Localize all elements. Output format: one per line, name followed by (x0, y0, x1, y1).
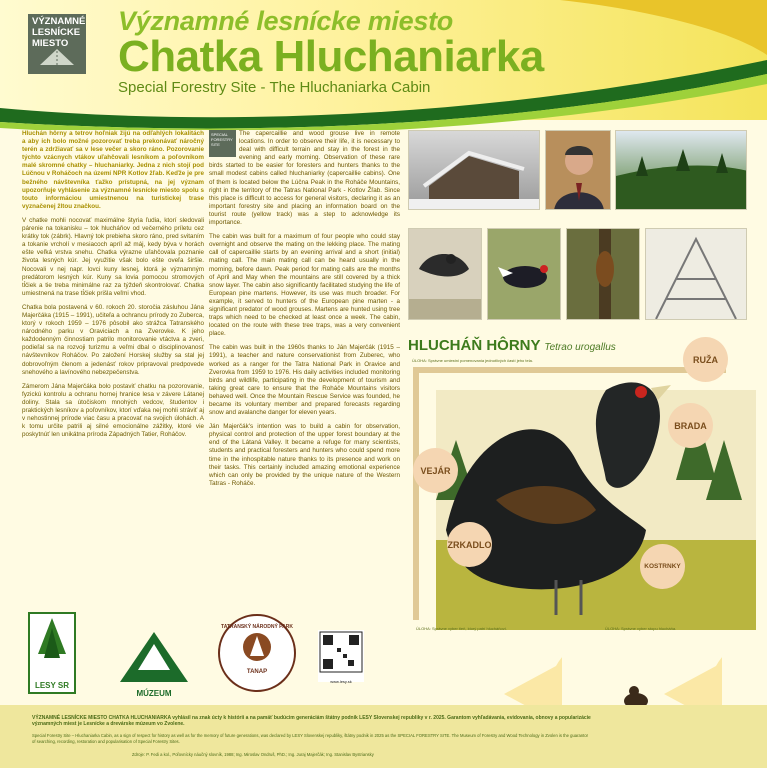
footer-line-1: VÝZNAMNÉ LESNÍCKE MIESTO CHATKA HLUCHANIARKA vyhlásil na znak úcty k histórii a na pamäť budúcim generáciám štátny podnik LESY Slovenskej republiky v r. 2025. Garantom vyhľadávania, evidovania, obnovy a popularizácie významných miest je Lesnícke a drevárske múzeum vo Zvolene. (32, 715, 591, 727)
qr-url: www.lesy.sk (330, 679, 352, 684)
qr-code[interactable] (318, 630, 364, 682)
label-zrkadlo[interactable]: ZRKADLO (447, 522, 492, 567)
photo-tree-trap (645, 228, 747, 320)
muzeum-text: MÚZEUM (136, 689, 172, 698)
title-sk: Významné lesnícke miesto (118, 6, 453, 36)
text-column-sk (22, 130, 204, 445)
title-en: Special Forestry Site - The Hluchaniarka Cabin (118, 79, 431, 96)
photo-forest (615, 130, 747, 210)
label-kostrnky[interactable]: KOSTRNKY (640, 544, 685, 589)
site-logo (28, 14, 86, 74)
footer-line-2: Special Forestry Site – Hluchaniarka Cabin, as a sign of respect for history as well as for the memory of future generations, was declared by LESY Slovenskej republiky, štátny podnik in 2025 as the SPECIAL FORESTRY SITE. The Museum of Forestry and Wood Technology in Zvolen is the guarantor of searching, recording, restoration and popularisation of Special Forestry Sites. (32, 733, 589, 744)
photo-cabin-snow (408, 130, 540, 210)
lesy-sr-text: LESY SR (34, 681, 70, 690)
photo-portrait (545, 130, 611, 210)
tanap-logo (218, 614, 296, 692)
paragraph-sk-3: Chatka bola postavená v 60. rokoch 20. storočia zásluhou Jána Majerčáka (1915 – 1991), učiteľa a ochrancu prírody zo Zuberca, ktorý v rokoch 1959 – 1976 pôsobil ako strážca Tatranského národného parku v Oraviciach a na Zverovke. K jeho každodenným činnostiam patrilo monitorovanie vtáctva a zveri, podieľal sa na rozvoji turizmu a veľmi dbal o disciplinovanosť návštevníkov Roháčov. Po založení Horskej služby sa stal jej dobrovoľným členom a jedenásť rokov pripravoval predpovede snehového a lavínového nebezpečenstva. (22, 303, 204, 376)
logo-line-3: MIESTO (32, 38, 69, 49)
logo-line-2: LESNÍCKE (32, 27, 81, 38)
text-column-en (209, 130, 400, 494)
paragraph-sk-4: Zámerom Jána Majerčáka bolo postaviť chatku na pozorovanie, fyzickú kontrolu a ochranu hornej hranice lesa v závere Látanej doliny. Stala sa útočiskom mnohých vedcov, študentov i praktických lesníkov a poľovníkov, ktorí vďaka nej mohli stráviť aj v nehostinnej prírode viac času a pracovať na svojich úlohách. A k tomu určite patrili aj silné emocionálne zážitky, ktoré vie poskytnúť len unikátna príroda Západných Tatier, Roháčov. (22, 382, 204, 439)
label-ruza[interactable]: RUŽA (683, 337, 728, 382)
bird-name: HLUCHÁŇ HÔRNY (408, 337, 541, 354)
bird-heading (408, 337, 616, 354)
task-shadow: ÚLOHA: Správne vyber tieň, ktorý patrí hlucháňovi. (416, 626, 507, 631)
footer-sources: Zdroje: P. Fedi a kol., Poľovnícky náučný slovník, 1988; Ing. Miroslav Ondruš, PhD.; Ing. Juraj Majerčák; Ing. Stanislav Bystriansky (132, 752, 374, 757)
forestry-site-tag: SPECIAL FORESTRY SITE (209, 130, 236, 157)
lesy-sr-logo (28, 612, 76, 694)
photo-black-grouse (487, 228, 561, 320)
photo-marten (566, 228, 640, 320)
label-brada[interactable]: BRADA (668, 403, 713, 448)
paragraph-sk-lead: Hluchán hôrny a tetrov hoľniak žijú na odľahlých lokalitách a aby ich bolo možné pozorovať treba prekonávať náročný terén a zdržiavať sa v lese večer a skoro ráno. Pozorovanie týchto vzácnych vtákov uľahčovali lesníkom a poľovníkom malé skromné chatky – hluchaniarky. Jedna z nich stojí pod Lúčnou v Roháčoch na území NPR Kotlov žľab. Keďže je pre bežného návštevníka ťažko prístupná, na jej význam upozorňuje vyhlásenie za významné lesnícke miesto spolu s touto informáciou umiestnenou na turistickej trase vyznačenej žltou značkou. (22, 130, 204, 210)
muzeum-logo (118, 630, 190, 696)
paragraph-sk-2: V chatke mohli nocovať maximálne štyria ľudia, ktorí sledovali párenie na tokanisku – tok hlucháňov od večerného príletu cez krátky tok (zábrk). Hlavný tok prebieha skoro ráno, pred svitaním a tokanie vrcholí v mesiacoch apríl až máj, kedy býva v horách ešte veľká vrstva snehu. Chatka výrazne uľahčovala poznanie života lesných kúr. Jej využitie však bolo ešte oveľa širšie. Nocovali v nej napr. lovci kuny lesnej, ktorá je významným predátorom lesných kúr. Kuny sa lovia pomocou stromových tĺčiek a tie treba minimálne raz za týždeň skontrolovať. Chatka umiestnená na trase tĺčiek prišla veľmi vhod. (22, 216, 204, 297)
photo-bird-display (408, 228, 482, 320)
paragraph-en-3: The cabin was built in the 1960s thanks to Ján Majerčák (1915 – 1991), a teacher and nature conservationist from Zuberec, who worked as a ranger for the Tatra National Park in Oravice and Zverovka from 1959 to 1976. His daily activities included monitoring birds and wildlife, participating in the development of tourism and taking great care to ensure that the Roháče Mountains visitors behaved well. Once the Mountain Rescue Service was founded, he became its voluntary member and prepared forecasts regarding snow and avalanche danger for eleven years. (209, 344, 400, 417)
paragraph-en-2: The cabin was built for a maximum of four people who could stay overnight and observe the mating on the lekking place. The mating call of capercaillie starts by an evening arrival and a short (initial) mating call. The main mating call can be heard usually in the morning, before dawn. Peak period for mating calls are the months of April and May when the mountains are still covered by a thick snow layer. The cabin also significantly facilitated studying the life of European pine martens. However, its use was much broader. For example, it served to hunters of the European pine marten - a significant predator of wood grouses. Martens are hunted using tree traps which need to be checked at least once a week. The cabin, located on the route with these tree traps, was a very convenient place. (209, 233, 400, 338)
label-vejar[interactable]: VEJÁR (413, 448, 458, 493)
task-track: ÚLOHA: Správne vyber stopu hlucháňa. (605, 626, 677, 631)
paragraph-en-1: The capercaillie and wood grouse live in remote locations. In order to observe their life, it is necessary to deal with difficult terrain and stay in the forest in the evening and early morning. Observation of these rare birds started to be easier for foresters and hunters thanks to the small modest cabins called hluchaniarky (capercaillie cabins). One of them is located below the Lúčna Peak in the Roháče Mountains, right in the territory of the Tatras National Park - Kotlov Žľab. Since this place is difficult to access for general visitors, declaring it as an important forestry site and placing an information board on the tourist route (yellow track) was a step to acknowledge its importance. (209, 130, 400, 227)
page-title: Chatka Hluchaniarka (118, 32, 544, 81)
tanap-top-text: TATRANSKÝ NÁRODNÝ PARK (221, 624, 293, 630)
bird-task: ÚLOHA: Správne umiestni pomenovania jednotlivých častí jeho tela. (412, 358, 533, 363)
bird-latin: Tetrao urogallus (544, 342, 616, 353)
paragraph-en-4: Ján Majerčák's intention was to build a cabin for observation, physical control and protection of the upper forest boundary at the end of the Látaná Valley. It became a refuge for many scientists, students and practical foresters and hunters who could spend more time in the inhospitable nature thanks to its presence and work on their tasks. This certainly included amazing emotional experience which can only be provided by the unique nature of the Western Tatras - Roháče. (209, 423, 400, 487)
tanap-text: TANAP (246, 669, 268, 675)
logo-line-1: VÝZNAMNÉ (32, 16, 86, 27)
road-icon (32, 49, 82, 65)
